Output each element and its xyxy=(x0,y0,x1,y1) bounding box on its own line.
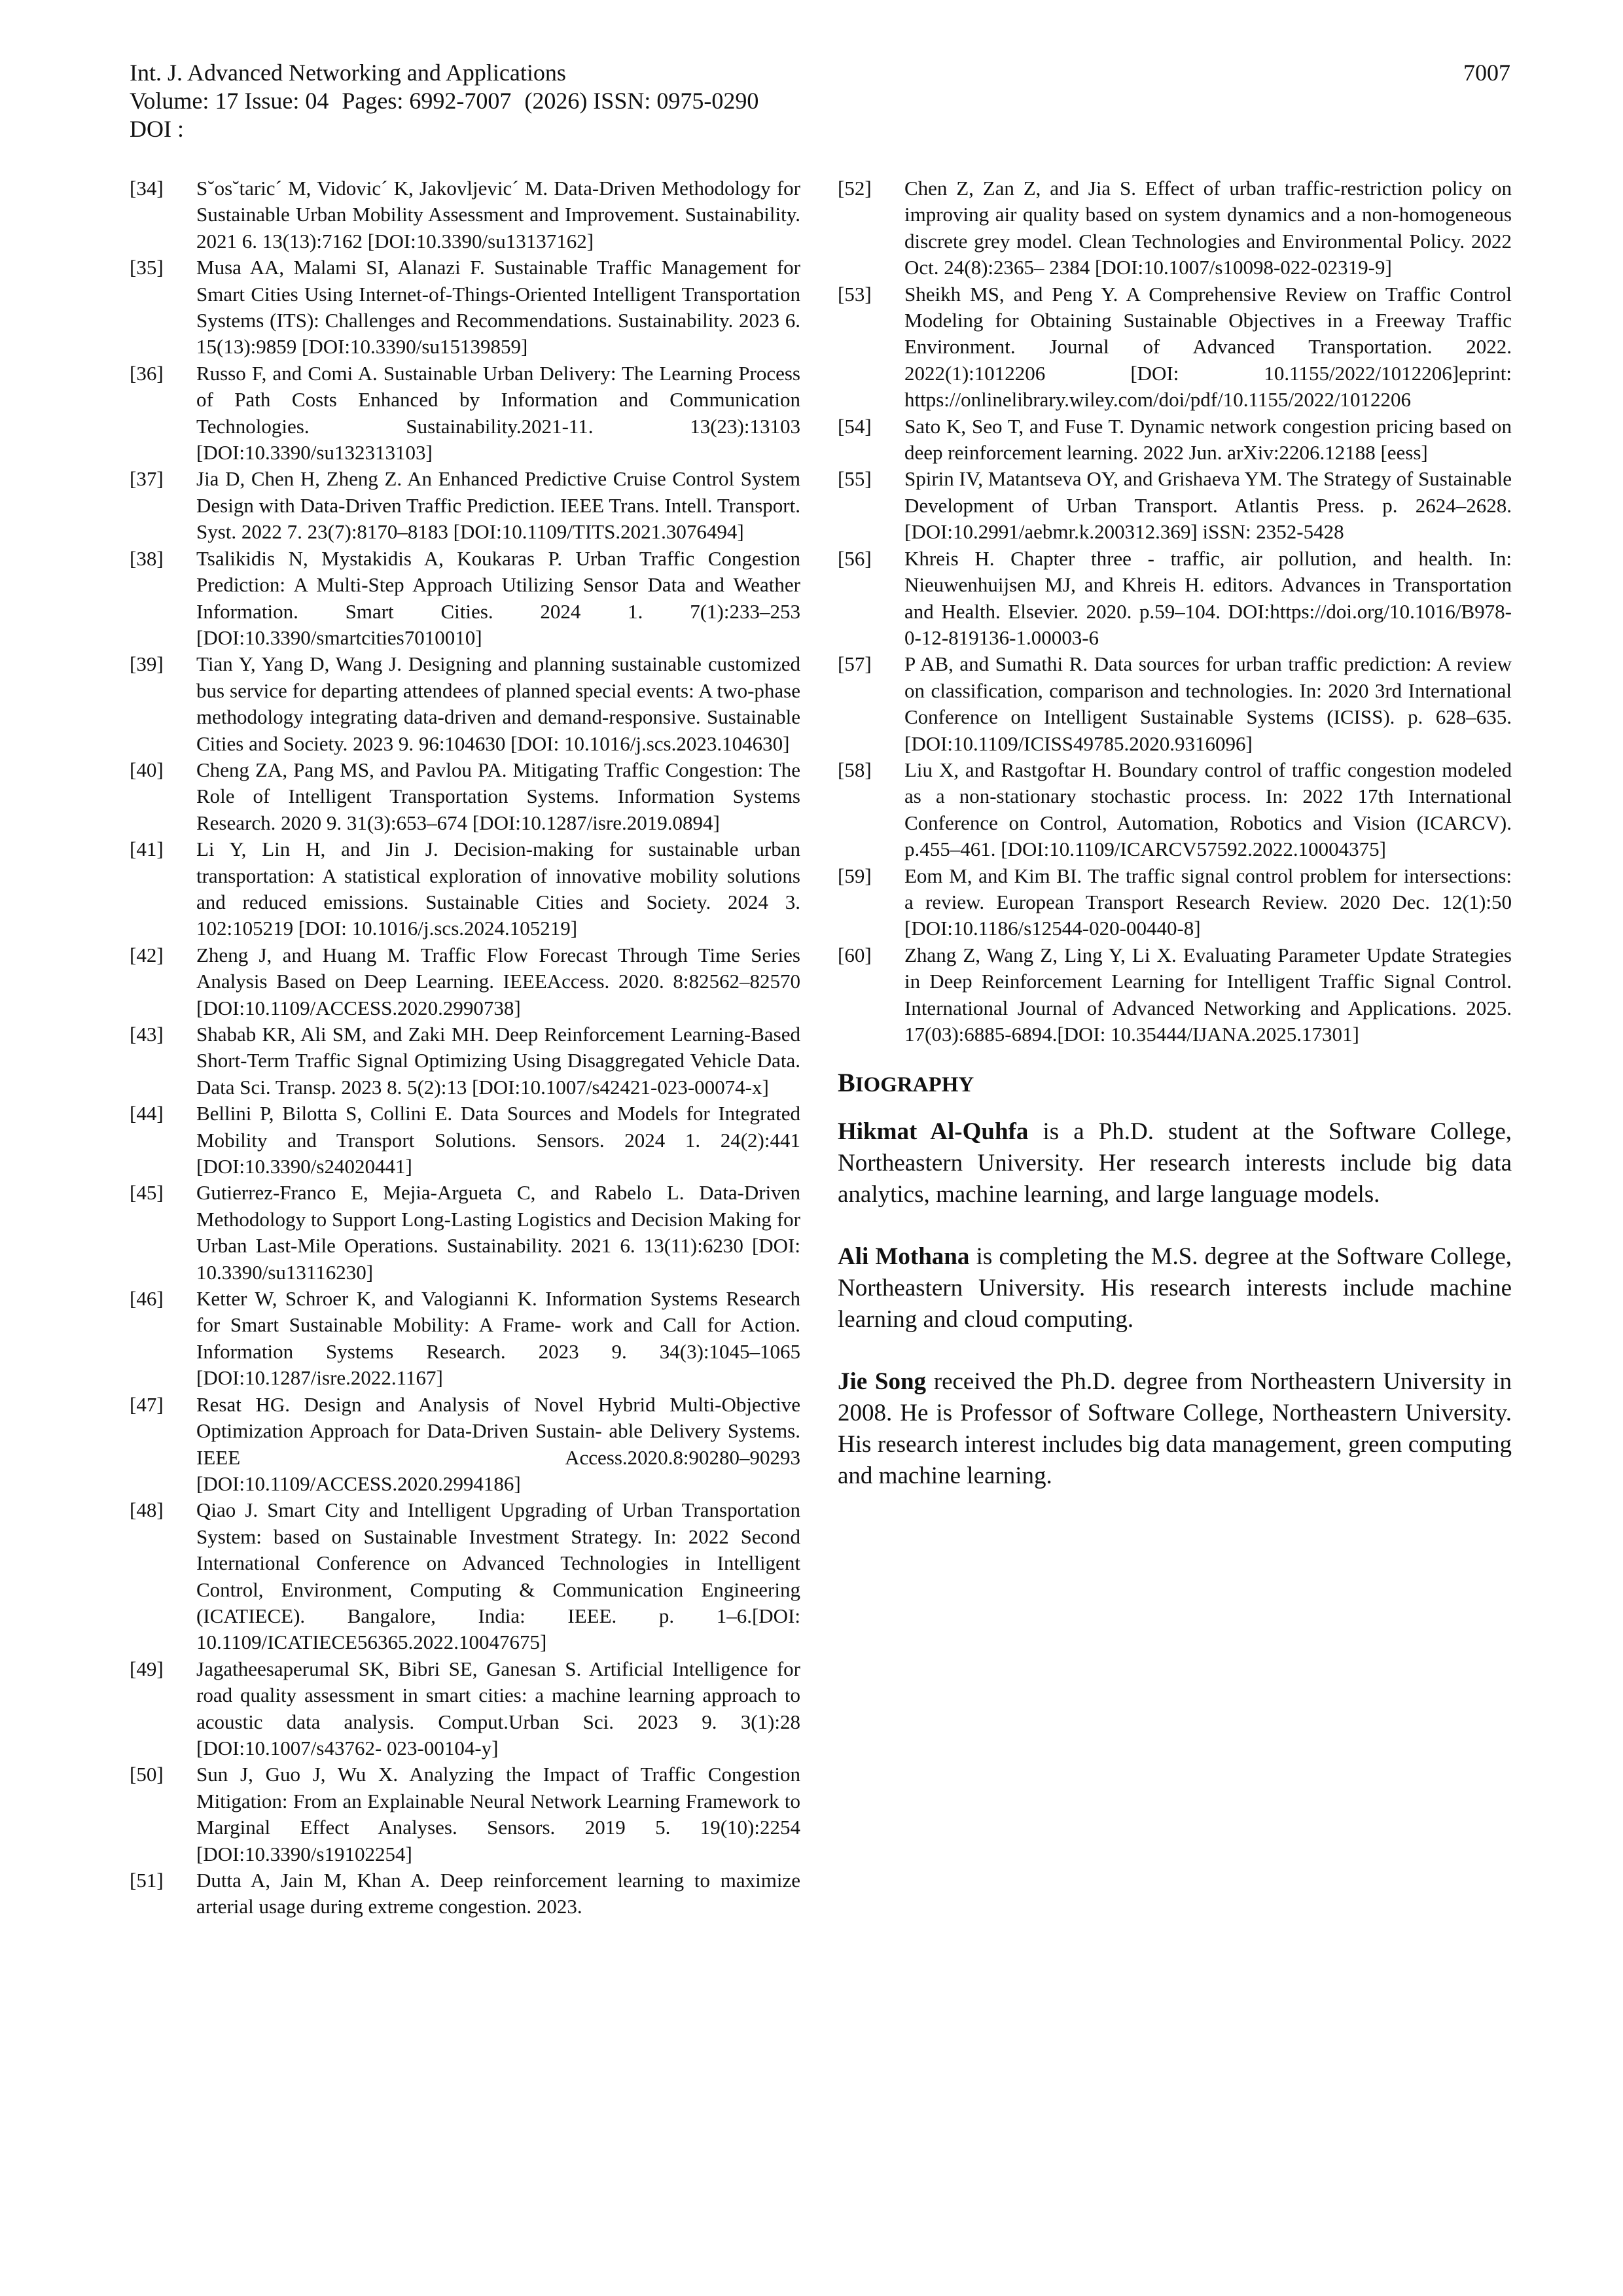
reference-number: [36] xyxy=(130,361,164,385)
reference-item xyxy=(838,546,1512,652)
reference-text: Zhang Z, Wang Z, Ling Y, Li X. Evaluating Parameter Update Strategies in Deep Reinforcement Learning for Intelligent Traffic Signal Control. International Journal of Advanced Networking and Applications. 2025. 17(03):6885-6894.[DOI: 10.35444/IJANA.2025.17301] xyxy=(904,943,1512,1046)
reference-item xyxy=(130,942,800,1021)
references-left-column xyxy=(130,175,800,1920)
reference-item xyxy=(130,651,800,757)
reference-item xyxy=(838,466,1512,545)
reference-text: Jia D, Chen H, Zheng Z. An Enhanced Predictive Cruise Control System Design with Data-Driven Traffic Prediction. IEEE Trans. Intell. Transport. Syst. 2022 7. 23(7):8170–8183 [DOI:10.1109/TITS.2021.3076494] xyxy=(196,467,800,544)
reference-text: S˘os˘taric´ M, Vidovic´ K, Jakovljevic´ M. Data-Driven Methodology for Sustainable Urban Mobility Assessment and Improvement. Sustainability. 2021 6. 13(13):7162 [DOI:10.3390/su13137162] xyxy=(196,177,800,253)
reference-number: [46] xyxy=(130,1287,164,1311)
reference-number: [48] xyxy=(130,1498,164,1522)
reference-number: [59] xyxy=(838,864,872,887)
reference-item xyxy=(130,836,800,942)
reference-number: [35] xyxy=(130,256,164,279)
author-name: Hikmat Al-Quhfa xyxy=(838,1118,1029,1146)
reference-text: Shabab KR, Ali SM, and Zaki MH. Deep Reinforcement Learning-Based Short-Term Traffic Signal Optimizing Using Disaggregated Vehicle Data. Data Sci. Transp. 2023 8. 5(2):13 [DOI:10.1007/s42421-023-00074-x] xyxy=(196,1023,800,1099)
reference-text: Sato K, Seo T, and Fuse T. Dynamic network congestion pricing based on deep reinforcement learning. 2022 Jun. arXiv:2206.12188 [eess] xyxy=(904,414,1512,465)
author-bio: is completing the M.S. degree at the Software College, Northeastern University. His research interests include machine learning and cloud computing. xyxy=(838,1243,1512,1333)
reference-number: [45] xyxy=(130,1181,164,1205)
reference-text: Tsalikidis N, Mystakidis A, Koukaras P. Urban Traffic Congestion Prediction: A Multi-Step Approach Utilizing Sensor Data and Weather Information. Smart Cities. 2024 1. 7(1):233–253 [DOI:10.3390/smartcities7010010] xyxy=(196,546,800,649)
reference-item xyxy=(130,1867,800,1920)
reference-number: [51] xyxy=(130,1869,164,1892)
reference-item xyxy=(130,757,800,836)
reference-text: Jagatheesaperumal SK, Bibri SE, Ganesan S. Artificial Intelligence for road quality assessment in smart cities: a machine learning approach to acoustic data analysis. Comput.Urban Sci. 2023 9. 3(1):28 [DOI:10.1007/s43762- 023-00104-y] xyxy=(196,1657,800,1759)
right-column xyxy=(838,175,1512,1523)
reference-text: Tian Y, Yang D, Wang J. Designing and planning sustainable customized bus service for departing attendees of planned special events: A two-phase methodology integrating data-driven and demand-responsive. Sustainable Cities and Society. 2023 9. 96:104630 [DOI: 10.1016/j.scs.2023.104630] xyxy=(196,652,800,755)
reference-text: Zheng J, and Huang M. Traffic Flow Forecast Through Time Series Analysis Based on Deep Learning. IEEEAccess. 2020. 8:82562–82570 [DOI:10.1109/ACCESS.2020.2990738] xyxy=(196,943,800,1019)
reference-text: Spirin IV, Matantseva OY, and Grishaeva YM. The Strategy of Sustainable Development of Urban Transport. Atlantis Press. p. 2624–2628. [DOI:10.2991/aebmr.k.200312.369] iSSN: 2352-5428 xyxy=(904,467,1512,544)
reference-item xyxy=(130,1497,800,1655)
reference-text: Eom M, and Kim BI. The traffic signal control problem for intersections: a review. European Transport Research Review. 2020 Dec. 12(1):50 [DOI:10.1186/s12544-020-00440-8] xyxy=(904,864,1512,940)
reference-item xyxy=(838,414,1512,467)
reference-text: Dutta A, Jain M, Khan A. Deep reinforcement learning to maximize arterial usage during extreme congestion. 2023. xyxy=(196,1869,800,1918)
reference-number: [57] xyxy=(838,652,872,676)
reference-number: [58] xyxy=(838,758,872,781)
reference-number: [52] xyxy=(838,177,872,200)
reference-text: Sun J, Guo J, Wu X. Analyzing the Impact of Traffic Congestion Mitigation: From an Explainable Neural Network Learning Framework to Marginal Effect Analyses. Sensors. 2019 5. 19(10):2254 [DOI:10.3390/s19102254] xyxy=(196,1763,800,1865)
reference-text: Liu X, and Rastgoftar H. Boundary control of traffic congestion modeled as a non-stationary stochastic process. In: 2022 17th International Conference on Control, Automation, Robotics and Vision (ICARCV). p.455–461. [DOI:10.1109/ICARCV57592.2022.10004375] xyxy=(904,758,1512,861)
page-header xyxy=(130,59,1510,143)
reference-item xyxy=(130,175,800,255)
volume-issue: Volume: 17 Issue: 04 xyxy=(130,88,329,114)
reference-number: [50] xyxy=(130,1763,164,1786)
reference-text: Russo F, and Comi A. Sustainable Urban Delivery: The Learning Process of Path Costs Enhanced by Information and Communication Technologies. Sustainability.2021-11. 13(23):13103 [DOI:10.3390/su132313103] xyxy=(196,361,800,465)
biography-entry xyxy=(838,1366,1512,1492)
reference-item xyxy=(838,651,1512,757)
reference-item xyxy=(130,1286,800,1392)
volume-line xyxy=(130,87,1510,115)
reference-number: [44] xyxy=(130,1102,164,1125)
biography-entry xyxy=(838,1241,1512,1335)
reference-text: Gutierrez-Franco E, Mejia-Argueta C, and Rabelo L. Data-Driven Methodology to Support Long-Lasting Logistics and Decision Making for Urban Last-Mile Operations. Sustainability. 2021 6. 13(11):6230 [DOI: 10.3390/su13116230] xyxy=(196,1181,800,1284)
reference-number: [56] xyxy=(838,546,872,570)
author-bio: received the Ph.D. degree from Northeastern University in 2008. He is Professor of Software College, Northeastern University. His research interest includes big data management, green computing and machine learning. xyxy=(838,1368,1512,1490)
biography-entry xyxy=(838,1116,1512,1210)
reference-text: P AB, and Sumathi R. Data sources for urban traffic prediction: A review on classification, comparison and technologies. In: 2020 3rd International Conference on Intelligent Sustainable Systems (ICISS). p. 628–635. [DOI:10.1109/ICISS49785.2020.9316096] xyxy=(904,652,1512,755)
author-bio: is a Ph.D. student at the Software College, Northeastern University. Her research interests include big data analytics, machine learning, and large language models. xyxy=(838,1118,1512,1209)
reference-text: Chen Z, Zan Z, and Jia S. Effect of urban traffic-restriction policy on improving air quality based on system dynamics and a non-homogeneous discrete grey model. Clean Technologies and Environmental Policy. 2022 Oct. 24(8):2365– 2384 [DOI:10.1007/s10098-022-02319-9] xyxy=(904,177,1512,279)
reference-text: Resat HG. Design and Analysis of Novel Hybrid Multi-Objective Optimization Approach for Data-Driven Sustain- able Delivery Systems. IEEE Access.2020.8:90280–90293 [DOI:10.1109/ACCESS.2020.2994186] xyxy=(196,1392,800,1495)
author-name: Jie Song xyxy=(838,1368,927,1396)
reference-item xyxy=(130,466,800,545)
reference-number: [38] xyxy=(130,546,164,570)
reference-item xyxy=(838,175,1512,281)
reference-number: [60] xyxy=(838,943,872,966)
reference-item xyxy=(130,546,800,652)
reference-text: Ketter W, Schroer K, and Valogianni K. Information Systems Research for Smart Sustainable Mobility: A Frame- work and Call for Action. Information Systems Research. 2023 9. 34(3):1045–1065 [DOI:10.1287/isre.2022.1167] xyxy=(196,1287,800,1390)
reference-number: [42] xyxy=(130,943,164,966)
reference-number: [53] xyxy=(838,282,872,306)
page-number: 7007 xyxy=(1463,60,1510,86)
doi-line: DOI : xyxy=(130,116,184,142)
reference-text: Bellini P, Bilotta S, Collini E. Data Sources and Models for Integrated Mobility and Transport Solutions. Sensors. 2024 1. 24(2):441 [DOI:10.3390/s24020441] xyxy=(196,1102,800,1178)
reference-item xyxy=(838,942,1512,1048)
year-issn: (2026) ISSN: 0975-0290 xyxy=(524,88,759,114)
reference-item xyxy=(838,757,1512,863)
reference-text: Qiao J. Smart City and Intelligent Upgrading of Urban Transportation System: based on Sustainable Investment Strategy. In: 2022 Second International Conference on Advanced Technologies in Intelligent Control, Environment, Computing & Communication Engineering (ICATIECE). Bangalore, India: IEEE. p. 1–6.[DOI: 10.1109/ICATIECE56365.2022.10047675] xyxy=(196,1498,800,1654)
reference-item xyxy=(130,361,800,467)
reference-number: [54] xyxy=(838,414,872,438)
reference-text: Sheikh MS, and Peng Y. A Comprehensive Review on Traffic Control Modeling for Obtaining Sustainable Objectives in a Freeway Traffic Environment. Journal of Advanced Transportation. 2022. 2022(1):1012206 [DOI: 10.1155/2022/1012206]eprint: https://onlinelibrary.wiley.com/doi/pdf/10.1155/2022/1012206 xyxy=(904,282,1512,412)
reference-number: [34] xyxy=(130,177,164,200)
biography-heading: BIOGRAPHY xyxy=(838,1068,974,1098)
reference-text: Li Y, Lin H, and Jin J. Decision-making for sustainable urban transportation: A statistical exploration of innovative mobility solutions and reduced emissions. Sustainable Cities and Society. 2024 3. 102:105219 [DOI: 10.1016/j.scs.2024.105219] xyxy=(196,838,800,940)
journal-title: Int. J. Advanced Networking and Applications xyxy=(130,60,566,86)
reference-text: Cheng ZA, Pang MS, and Pavlou PA. Mitigating Traffic Congestion: The Role of Intelligent Transportation Systems. Information Systems Research. 2020 9. 31(3):653–674 [DOI:10.1287/isre.2019.0894] xyxy=(196,758,800,834)
reference-item xyxy=(838,863,1512,942)
reference-item xyxy=(130,1101,800,1180)
reference-number: [39] xyxy=(130,652,164,676)
reference-number: [37] xyxy=(130,467,164,491)
reference-item xyxy=(130,1180,800,1286)
author-name: Ali Mothana xyxy=(838,1243,970,1271)
reference-text: Khreis H. Chapter three - traffic, air pollution, and health. In: Nieuwenhuijsen MJ, and Khreis H. editors. Advances in Transportation and Health. Elsevier. 2020. p.59–104. DOI:https://doi.org/10.1016/B978-0-12-819136-1.00003-6 xyxy=(904,546,1512,649)
reference-number: [49] xyxy=(130,1657,164,1680)
reference-number: [41] xyxy=(130,838,164,861)
reference-item xyxy=(130,255,800,361)
reference-item xyxy=(130,1392,800,1498)
reference-number: [55] xyxy=(838,467,872,491)
reference-item xyxy=(130,1761,800,1867)
reference-item xyxy=(130,1656,800,1762)
reference-number: [47] xyxy=(130,1392,164,1416)
references-right-column xyxy=(838,175,1512,1048)
reference-number: [40] xyxy=(130,758,164,781)
page-range: Pages: 6992-7007 xyxy=(342,88,512,114)
reference-number: [43] xyxy=(130,1023,164,1046)
reference-text: Musa AA, Malami SI, Alanazi F. Sustainable Traffic Management for Smart Cities Using Internet-of-Things-Oriented Intelligent Transportation Systems (ITS): Challenges and Recommendations. Sustainability. 2023 6. 15(13):9859 [DOI:10.3390/su15139859] xyxy=(196,256,800,359)
reference-item xyxy=(130,1021,800,1101)
reference-item xyxy=(838,281,1512,414)
